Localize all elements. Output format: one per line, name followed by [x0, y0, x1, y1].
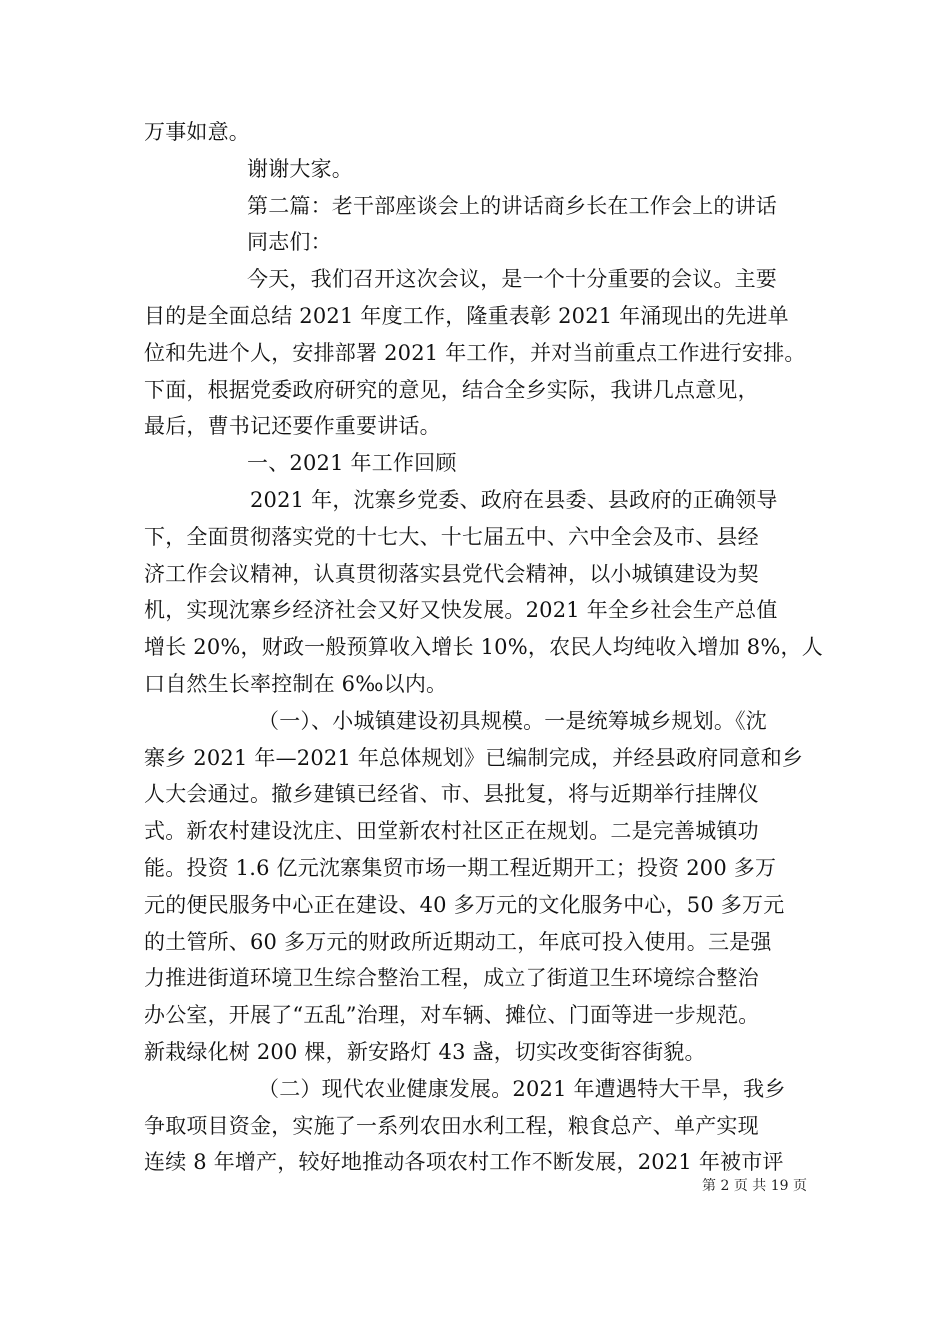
page-number: 第 2 页 共 19 页	[702, 1178, 807, 1194]
text-line: 连续 8 年增产，较好地推动各项农村工作不断发展，2021 年被市评	[144, 1150, 784, 1175]
text-line: 万事如意。	[144, 120, 250, 144]
text-line: 办公室，开展了“五乱”治理，对车辆、摊位、门面等进一步规范。	[144, 1003, 760, 1028]
text-line: 机，实现沈寨乡经济社会又好又快发展。2021 年全乡社会生产总值	[144, 598, 778, 623]
text-line: 力推进街道环境卫生综合整治工程，成立了街道卫生环境综合整治	[144, 966, 759, 991]
text-line: 能。投资 1.6 亿元沈寨集贸市场一期工程近期开工；投资 200 多万	[144, 855, 777, 880]
text-line: 下，全面贯彻落实党的十七大、十七届五中、六中全会及市、县经	[144, 524, 759, 549]
subsection-heading: 一、2021 年工作回顾	[247, 451, 457, 476]
text-line: 济工作会议精神，认真贯彻落实县党代会精神，以小城镇建设为契	[144, 561, 759, 586]
text-line: 元的便民服务中心正在建设、40 多万元的文化服务中心，50 多万元	[144, 892, 785, 917]
text-line: 位和先进个人，安排部署 2021 年工作，并对当前重点工作进行安排。	[144, 340, 806, 365]
text-line: 人大会通过。撤乡建镇已经省、市、县批复，将与近期举行挂牌仪	[144, 782, 759, 807]
text-line: 式。新农村建设沈庄、田堂新农村社区正在规划。二是完善城镇功	[144, 819, 759, 844]
text-line: 的土管所、60 多万元的财政所近期动工，年底可投入使用。三是强	[144, 929, 772, 954]
text-line: 新栽绿化树 200 棵，新安路灯 43 盏，切实改变街容街貌。	[144, 1039, 706, 1064]
text-line: 寨乡 2021 年—2021 年总体规划》已编制完成，并经县政府同意和乡	[144, 745, 804, 770]
document-body	[144, 114, 823, 1181]
text-line: 谢谢大家。	[247, 156, 353, 181]
text-line: 口自然生长率控制在 6‰以内。	[144, 671, 448, 696]
text-line: 今天，我们召开这次会议，是一个十分重要的会议。主要	[247, 267, 777, 292]
salutation: 同志们：	[247, 230, 332, 255]
text-line: 目的是全面总结 2021 年度工作，隆重表彰 2021 年涌现出的先进单	[144, 303, 789, 328]
text-line: 2021 年，沈寨乡党委、政府在县委、县政府的正确领导	[250, 487, 778, 512]
text-line: 最后，曹书记还要作重要讲话。	[144, 414, 441, 439]
text-line: （一）、小城镇建设初具规模。一是统筹城乡规划。《沈	[258, 708, 767, 733]
text-line: 下面，根据党委政府研究的意见，结合全乡实际，我讲几点意见，	[144, 377, 759, 402]
section-heading: 第二篇：老干部座谈会上的讲话商乡长在工作会上的讲话	[247, 193, 777, 218]
text-line: 增长 20%，财政一般预算收入增长 10%，农民人均纯收入增加 8%，人	[144, 635, 823, 660]
text-line: （二）现代农业健康发展。2021 年遭遇特大干旱，我乡	[258, 1076, 786, 1101]
text-line: 争取项目资金，实施了一系列农田水利工程，粮食总产、单产实现	[144, 1113, 759, 1138]
